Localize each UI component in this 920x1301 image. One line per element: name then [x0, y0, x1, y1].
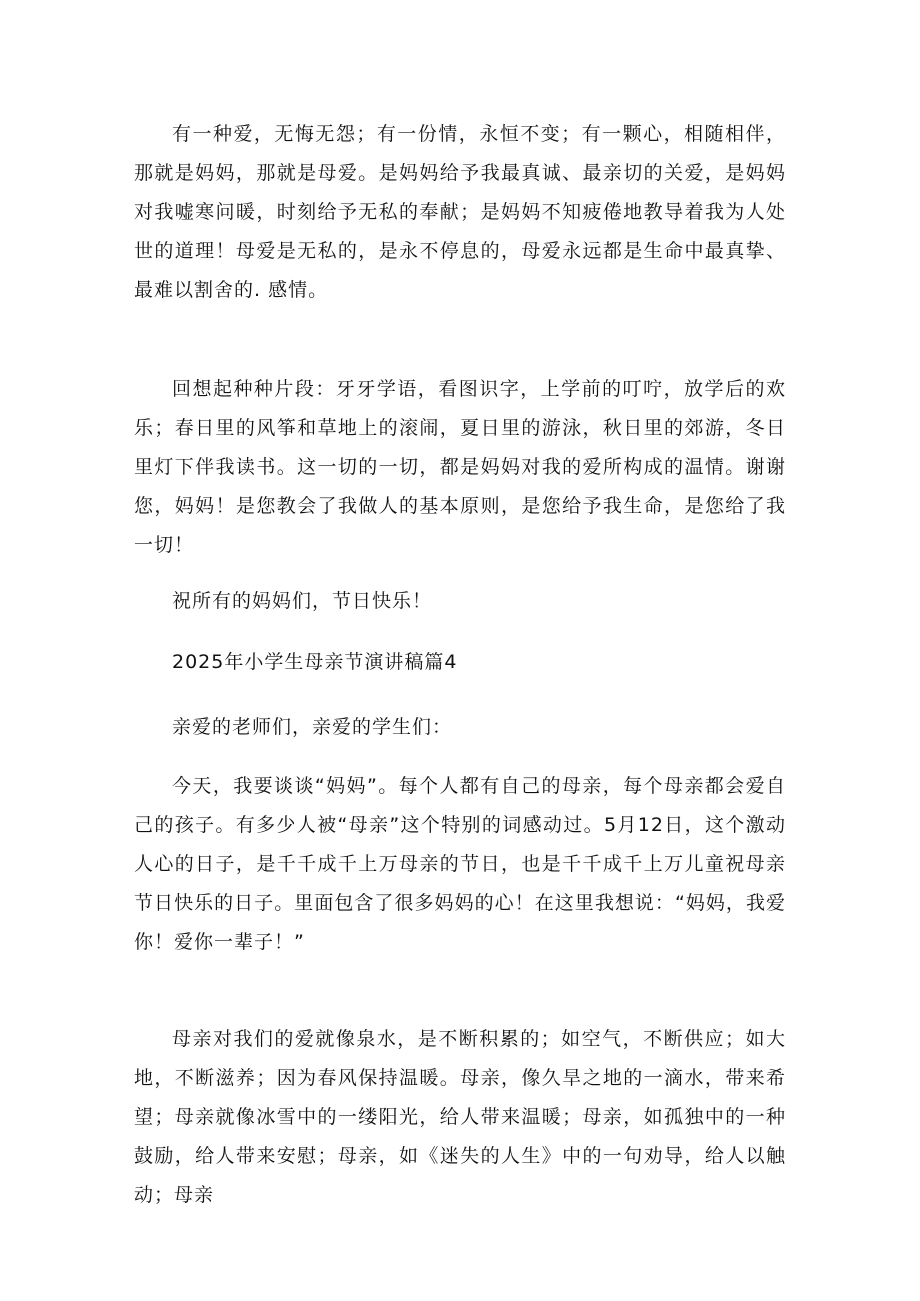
paragraph-today: 今天，我要谈谈“妈妈”。每个人都有自己的母亲，每个母亲都会爱自己的孩子。有多少人被“母亲”这个特别的词感动过。5月12日，这个激动人心的日子，是千千成千上万母亲的节日，也是千千成千上万儿童祝母亲节日快乐的日子。里面包含了很多妈妈的心！在这里我想说：“妈妈，我爱你！爱你一辈子！”: [134, 775, 786, 953]
paragraph-greeting: 祝所有的妈妈们，节日快乐！: [172, 590, 433, 612]
paragraph-memories: 回想起种种片段：牙牙学语，看图识字，上学前的叮咛，放学后的欢乐；春日里的风筝和草地上的滚闹，夏日里的游泳，秋日里的郊游，冬日里灯下伴我读书。这一切的一切，都是妈妈对我的爱所构成的温情。谢谢您，妈妈！是您教会了我做人的基本原则，是您给予我生命，是您给了我一切！: [134, 378, 786, 556]
paragraph-like-spring: 母亲对我们的爱就像泉水，是不断积累的；如空气，不断供应；如大地，不断滋养；因为春风保持温暖。母亲，像久旱之地的一滴水，带来希望；母亲就像冰雪中的一缕阳光，给人带来温暖；母亲，如孤独中的一种鼓励，给人带来安慰；母亲，如《迷失的人生》中的一句劝导，给人以触动；母亲: [134, 1028, 786, 1206]
paragraph-mothers-love: 有一种爱，无悔无怨；有一份情，永恒不变；有一颗心，相随相伴，那就是妈妈，那就是母爱。是妈妈给予我最真诚、最亲切的关爱，是妈妈对我嘘寒问暖，时刻给予无私的奉献；是妈妈不知疲倦地教导着我为人处世的道理！母爱是无私的，是永不停息的，母爱永远都是生命中最真挚、最难以割舍的. 感情。: [134, 123, 786, 301]
section-heading: 2025年小学生母亲节演讲稿篇4: [172, 651, 458, 673]
speech-salutation: 亲爱的老师们，亲爱的学生们：: [172, 716, 453, 738]
